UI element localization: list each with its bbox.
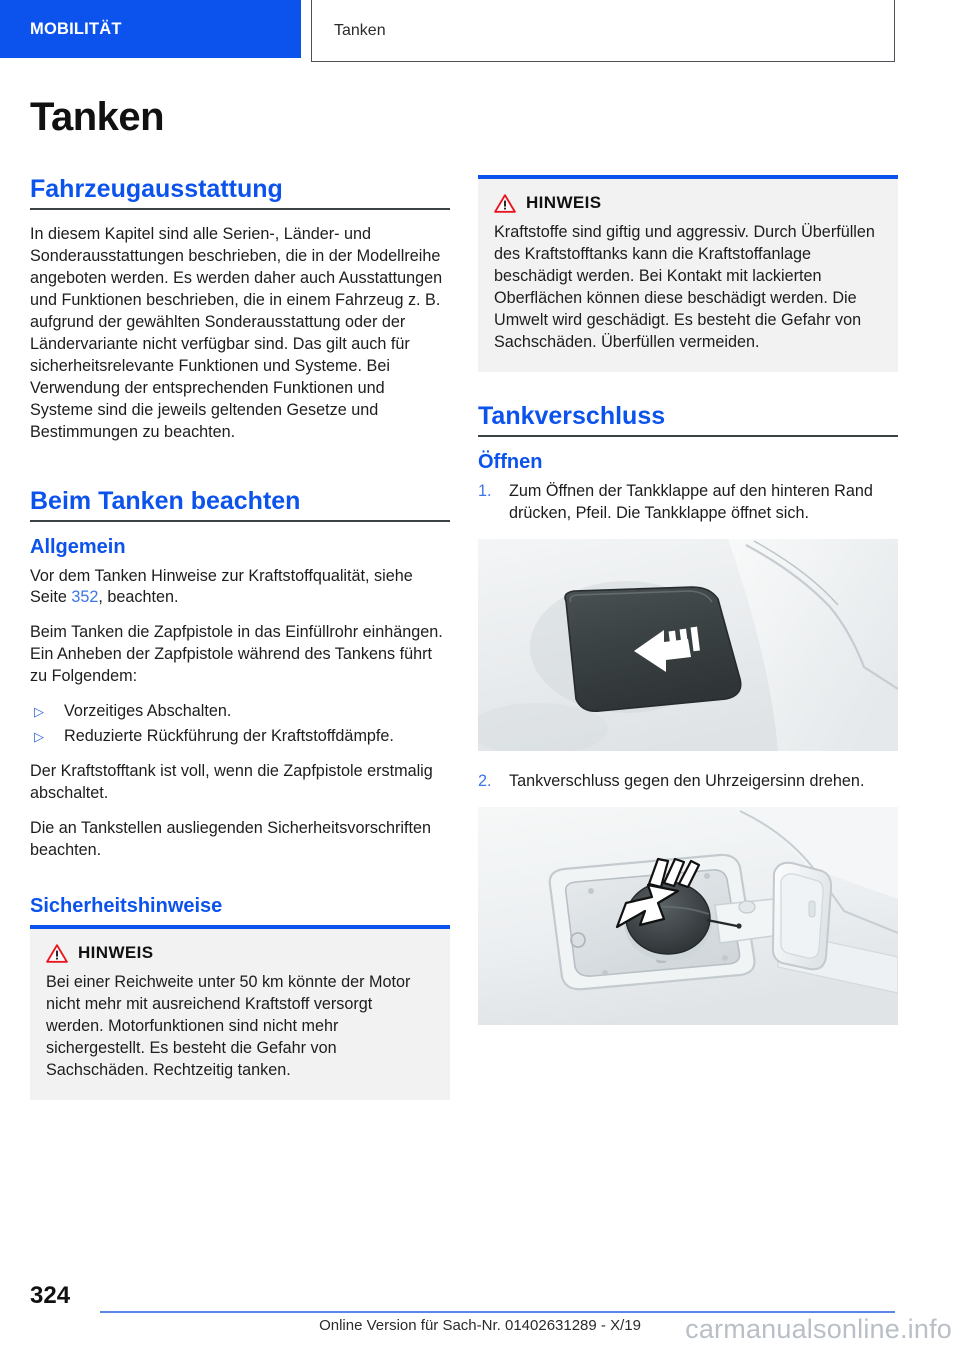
list-item [478, 481, 898, 525]
notice-header [494, 193, 882, 213]
subheading-sicherheitshinweise: Sicherheitshinweise [30, 895, 223, 918]
page-cross-reference-352[interactable]: 352 [71, 588, 99, 607]
paragraph-zapfpistole: Beim Tanken die Zapfpistole in das Einfüllrohr einhängen. Ein Anheben der Zapfpistole während des Tankens führt zu Folgendem: [30, 623, 443, 686]
paragraph-fahrzeugausstattung: In diesem Kapitel sind alle Serien-, Länder- und Sonderausstattungen beschrieben, die in der Modellreihe angeboten werden. Es werden daher auch Ausstattungen und Funktionen beschrieben, die in einem Fahrzeug z. B. aufgrund der gewählten Sonderausstattung oder der Ländervariante nicht verfügbar sind. Das gilt auch für sicherheitsrelevante Funktionen und Systeme. Bei Verwendung der entsprechenden Funktionen und Systeme sind die jeweils geltenden Gesetze und Bestimmungen zu beachten. [30, 225, 443, 441]
header-topic-label: Tanken [334, 21, 386, 39]
spacer [30, 875, 450, 895]
page-header [0, 0, 960, 64]
left-column [30, 175, 450, 1100]
spacer [478, 372, 898, 402]
spacer [478, 751, 898, 771]
numbered-list-oeffnen-step-2 [478, 771, 898, 793]
spacer [30, 457, 450, 487]
list-item-label: Vorzeitiges Abschalten. [64, 702, 232, 721]
page-footer [0, 1272, 960, 1362]
notice-box-reichweite [30, 925, 450, 1100]
list-item [478, 771, 898, 793]
notice-title: HINWEIS [526, 193, 602, 212]
notice-header [46, 943, 434, 963]
header-chapter-label: MOBILITÄT [30, 19, 122, 38]
footer-divider [100, 1311, 895, 1313]
notice-body: Bei einer Reichweite unter 50 km könnte der Motor nicht mehr mit ausreichend Kraftstoff versorgt werden. Motorfunktionen sind nicht mehr sichergestellt. Es besteht die Gefahr von Sachschäden. Rechtzeitig tanken. [46, 973, 411, 1079]
list-item [30, 701, 450, 723]
section-heading-fahrzeugausstattung: Fahrzeugausstattung [30, 175, 450, 210]
notice-title: HINWEIS [78, 943, 154, 963]
triangle-bullet-icon: ▷ [34, 704, 44, 720]
warning-triangle-icon [494, 194, 516, 213]
list-item [30, 726, 450, 748]
notice-body: Kraftstoffe sind giftig und aggressiv. Durch Überfüllen des Kraftstofftanks kann die Kraftstoffanlage beschädigt werden. Bei Kontakt mit lackierten Oberflächen können diese beschädigt werden. Die Umwelt wird geschädigt. Es besteht die Gefahr von Sachschäden. Überfüllen vermeiden. [494, 223, 875, 351]
section-heading-beim-tanken-beachten: Beim Tanken beachten [30, 487, 450, 522]
subheading-allgemein: Allgemein [30, 535, 126, 558]
warning-triangle-icon [46, 944, 68, 963]
site-watermark: carmanualsonline.info [685, 1314, 952, 1344]
section-heading-tankverschluss: Tankverschluss [478, 402, 898, 437]
header-chapter-block [0, 0, 301, 58]
list-item-number: 1. [478, 481, 492, 500]
footer-online-version-note: Online Version für Sach-Nr. 01402631289 - X/19 [319, 1317, 641, 1334]
paragraph-tank-voll: Der Kraftstofftank ist voll, wenn die Zapfpistole erstmalig abschaltet. [30, 762, 433, 803]
page-number: 324 [30, 1282, 71, 1309]
list-item-label: Zum Öffnen der Tankklappe auf den hinteren Rand drücken, Pfeil. Die Tankklappe öffnet sich. [509, 481, 873, 522]
paragraph-kraftstoffqualitaet-after: , beachten. [98, 588, 179, 607]
closed-fuel-flap-illustration [478, 539, 898, 751]
figure-open-fuel-flap [478, 807, 898, 1025]
open-fuel-flap-illustration [478, 807, 898, 1025]
right-column [478, 175, 898, 1025]
paragraph-kraftstoffqualitaet [30, 566, 450, 610]
paragraph-sicherheitsvorschriften: Die an Tankstellen ausliegenden Sicherheitsvorschriften beachten. [30, 819, 432, 860]
list-item-number: 2. [478, 771, 492, 790]
list-item-label: Tankverschluss gegen den Uhrzeigersinn drehen. [509, 771, 865, 790]
figure-closed-fuel-flap [478, 539, 898, 751]
notice-box-kraftstoffe [478, 175, 898, 372]
triangle-bullet-icon: ▷ [34, 729, 44, 745]
header-topic-block [311, 0, 895, 62]
subheading-oeffnen: Öffnen [478, 450, 543, 473]
paragraph-kraftstoffqualitaet-before: Vor dem Tanken Hinweise zur Kraftstoffqualität, siehe Seite [30, 566, 413, 607]
list-item-label: Reduzierte Rückführung der Kraftstoffdämpfe. [64, 727, 394, 746]
numbered-list-oeffnen-step-1 [478, 481, 898, 525]
bullet-list-tanken [30, 701, 450, 748]
page-title: Tanken [30, 95, 165, 139]
